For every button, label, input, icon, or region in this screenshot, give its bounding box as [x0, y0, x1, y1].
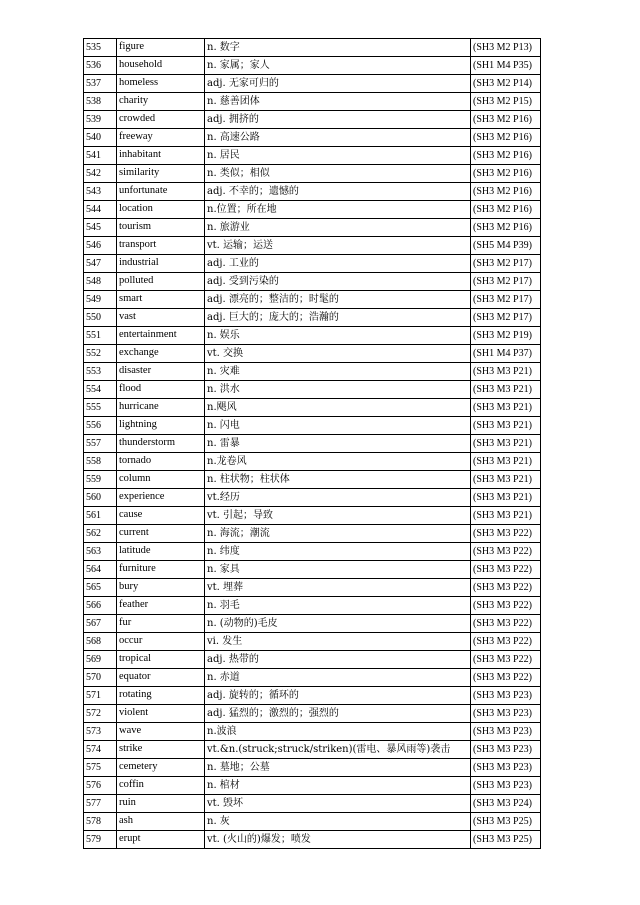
source-cell: (SH3 M3 P22)	[471, 669, 541, 687]
source-cell: (SH3 M2 P16)	[471, 183, 541, 201]
definition-cell: n.龙卷风	[205, 453, 471, 471]
source-cell: (SH3 M3 P22)	[471, 597, 541, 615]
table-row	[84, 813, 541, 831]
row-number-cell: 560	[84, 489, 117, 507]
table-row	[84, 435, 541, 453]
word-cell: crowded	[117, 111, 205, 129]
row-number-cell: 555	[84, 399, 117, 417]
row-number-cell: 556	[84, 417, 117, 435]
definition-cell: vt. 交换	[205, 345, 471, 363]
word-cell: tornado	[117, 453, 205, 471]
definition-cell: adj. 无家可归的	[205, 75, 471, 93]
definition-cell: n. 海流；潮流	[205, 525, 471, 543]
word-cell: ash	[117, 813, 205, 831]
definition-cell: adj. 不幸的；遗憾的	[205, 183, 471, 201]
table-row	[84, 669, 541, 687]
source-cell: (SH3 M2 P16)	[471, 165, 541, 183]
word-cell: unfortunate	[117, 183, 205, 201]
row-number-cell: 570	[84, 669, 117, 687]
row-number-cell: 536	[84, 57, 117, 75]
table-row	[84, 777, 541, 795]
row-number-cell: 535	[84, 39, 117, 57]
definition-cell: vt. 埋葬	[205, 579, 471, 597]
row-number-cell: 552	[84, 345, 117, 363]
definition-cell: n. 娱乐	[205, 327, 471, 345]
source-cell: (SH3 M3 P21)	[471, 489, 541, 507]
row-number-cell: 543	[84, 183, 117, 201]
word-cell: entertainment	[117, 327, 205, 345]
row-number-cell: 537	[84, 75, 117, 93]
definition-cell: adj. 拥挤的	[205, 111, 471, 129]
row-number-cell: 542	[84, 165, 117, 183]
row-number-cell: 554	[84, 381, 117, 399]
table-row	[84, 363, 541, 381]
table-row	[84, 831, 541, 849]
definition-cell: n. 灰	[205, 813, 471, 831]
source-cell: (SH3 M2 P13)	[471, 39, 541, 57]
source-cell: (SH3 M2 P16)	[471, 219, 541, 237]
definition-cell: adj. 巨大的；庞大的；浩瀚的	[205, 309, 471, 327]
source-cell: (SH1 M4 P37)	[471, 345, 541, 363]
table-row	[84, 759, 541, 777]
definition-cell: n. 数字	[205, 39, 471, 57]
table-row	[84, 237, 541, 255]
table-row	[84, 183, 541, 201]
table-row	[84, 75, 541, 93]
row-number-cell: 564	[84, 561, 117, 579]
row-number-cell: 566	[84, 597, 117, 615]
table-row	[84, 417, 541, 435]
word-cell: smart	[117, 291, 205, 309]
word-cell: polluted	[117, 273, 205, 291]
row-number-cell: 545	[84, 219, 117, 237]
definition-cell: n.波浪	[205, 723, 471, 741]
word-cell: transport	[117, 237, 205, 255]
definition-cell: n. 柱状物；柱状体	[205, 471, 471, 489]
row-number-cell: 539	[84, 111, 117, 129]
table-row	[84, 309, 541, 327]
table-row	[84, 507, 541, 525]
table-row	[84, 291, 541, 309]
source-cell: (SH3 M3 P21)	[471, 363, 541, 381]
word-cell: experience	[117, 489, 205, 507]
definition-cell: vt.经历	[205, 489, 471, 507]
table-row	[84, 705, 541, 723]
word-cell: bury	[117, 579, 205, 597]
source-cell: (SH3 M2 P19)	[471, 327, 541, 345]
definition-cell: n. 墓地；公墓	[205, 759, 471, 777]
word-cell: hurricane	[117, 399, 205, 417]
source-cell: (SH1 M4 P35)	[471, 57, 541, 75]
source-cell: (SH3 M3 P22)	[471, 633, 541, 651]
table-row	[84, 543, 541, 561]
table-row	[84, 219, 541, 237]
row-number-cell: 565	[84, 579, 117, 597]
table-row	[84, 147, 541, 165]
source-cell: (SH3 M2 P17)	[471, 309, 541, 327]
table-row	[84, 741, 541, 759]
source-cell: (SH3 M3 P23)	[471, 759, 541, 777]
definition-cell: vi. 发生	[205, 633, 471, 651]
word-cell: charity	[117, 93, 205, 111]
source-cell: (SH3 M3 P25)	[471, 831, 541, 849]
source-cell: (SH3 M2 P16)	[471, 111, 541, 129]
row-number-cell: 540	[84, 129, 117, 147]
row-number-cell: 574	[84, 741, 117, 759]
row-number-cell: 577	[84, 795, 117, 813]
table-row	[84, 165, 541, 183]
row-number-cell: 550	[84, 309, 117, 327]
table-row	[84, 453, 541, 471]
word-cell: vast	[117, 309, 205, 327]
word-cell: erupt	[117, 831, 205, 849]
row-number-cell: 567	[84, 615, 117, 633]
table-row	[84, 651, 541, 669]
word-cell: industrial	[117, 255, 205, 273]
row-number-cell: 548	[84, 273, 117, 291]
word-cell: current	[117, 525, 205, 543]
row-number-cell: 561	[84, 507, 117, 525]
definition-cell: vt.&n.(struck;struck/striken)(雷电、暴风雨等)袭击	[205, 741, 471, 759]
table-row	[84, 579, 541, 597]
row-number-cell: 579	[84, 831, 117, 849]
table-row	[84, 687, 541, 705]
word-cell: tourism	[117, 219, 205, 237]
table-row	[84, 471, 541, 489]
table-row	[84, 129, 541, 147]
definition-cell: adj. 猛烈的；激烈的；强烈的	[205, 705, 471, 723]
definition-cell: n. 棺材	[205, 777, 471, 795]
word-cell: fur	[117, 615, 205, 633]
word-cell: latitude	[117, 543, 205, 561]
table-row	[84, 795, 541, 813]
word-cell: furniture	[117, 561, 205, 579]
row-number-cell: 549	[84, 291, 117, 309]
row-number-cell: 538	[84, 93, 117, 111]
word-cell: cause	[117, 507, 205, 525]
source-cell: (SH3 M3 P21)	[471, 417, 541, 435]
definition-cell: adj. 旋转的；循环的	[205, 687, 471, 705]
table-row	[84, 111, 541, 129]
source-cell: (SH3 M3 P25)	[471, 813, 541, 831]
table-row	[84, 255, 541, 273]
row-number-cell: 551	[84, 327, 117, 345]
word-cell: cemetery	[117, 759, 205, 777]
source-cell: (SH5 M4 P39)	[471, 237, 541, 255]
source-cell: (SH3 M3 P22)	[471, 579, 541, 597]
word-cell: column	[117, 471, 205, 489]
definition-cell: n. 旅游业	[205, 219, 471, 237]
word-cell: similarity	[117, 165, 205, 183]
definition-cell: n. 羽毛	[205, 597, 471, 615]
definition-cell: vt. 毁坏	[205, 795, 471, 813]
definition-cell: vt. 引起；导致	[205, 507, 471, 525]
word-cell: flood	[117, 381, 205, 399]
source-cell: (SH3 M2 P17)	[471, 255, 541, 273]
row-number-cell: 563	[84, 543, 117, 561]
source-cell: (SH3 M3 P23)	[471, 687, 541, 705]
definition-cell: n. 高速公路	[205, 129, 471, 147]
row-number-cell: 541	[84, 147, 117, 165]
word-cell: household	[117, 57, 205, 75]
row-number-cell: 575	[84, 759, 117, 777]
definition-cell: n. 家属；家人	[205, 57, 471, 75]
row-number-cell: 573	[84, 723, 117, 741]
source-cell: (SH3 M3 P22)	[471, 543, 541, 561]
table-row	[84, 273, 541, 291]
definition-cell: adj. 受到污染的	[205, 273, 471, 291]
table-row	[84, 561, 541, 579]
table-row	[84, 201, 541, 219]
word-cell: disaster	[117, 363, 205, 381]
table-row	[84, 489, 541, 507]
table-row	[84, 597, 541, 615]
table-row	[84, 633, 541, 651]
row-number-cell: 544	[84, 201, 117, 219]
source-cell: (SH3 M2 P16)	[471, 201, 541, 219]
source-cell: (SH3 M3 P23)	[471, 723, 541, 741]
source-cell: (SH3 M2 P16)	[471, 147, 541, 165]
source-cell: (SH3 M2 P14)	[471, 75, 541, 93]
word-cell: rotating	[117, 687, 205, 705]
word-cell: wave	[117, 723, 205, 741]
word-cell: thunderstorm	[117, 435, 205, 453]
source-cell: (SH3 M2 P17)	[471, 273, 541, 291]
definition-cell: n.飓风	[205, 399, 471, 417]
source-cell: (SH3 M3 P22)	[471, 561, 541, 579]
row-number-cell: 576	[84, 777, 117, 795]
source-cell: (SH3 M2 P16)	[471, 129, 541, 147]
word-cell: location	[117, 201, 205, 219]
definition-cell: n. (动物的)毛皮	[205, 615, 471, 633]
vocabulary-table-body	[84, 39, 541, 849]
table-row	[84, 93, 541, 111]
source-cell: (SH3 M3 P24)	[471, 795, 541, 813]
row-number-cell: 546	[84, 237, 117, 255]
word-cell: exchange	[117, 345, 205, 363]
row-number-cell: 553	[84, 363, 117, 381]
table-row	[84, 525, 541, 543]
table-row	[84, 399, 541, 417]
source-cell: (SH3 M3 P21)	[471, 399, 541, 417]
definition-cell: n. 家具	[205, 561, 471, 579]
word-cell: occur	[117, 633, 205, 651]
table-row	[84, 345, 541, 363]
definition-cell: adj. 热带的	[205, 651, 471, 669]
row-number-cell: 572	[84, 705, 117, 723]
word-cell: ruin	[117, 795, 205, 813]
row-number-cell: 558	[84, 453, 117, 471]
definition-cell: adj. 工业的	[205, 255, 471, 273]
source-cell: (SH3 M3 P21)	[471, 471, 541, 489]
word-cell: coffin	[117, 777, 205, 795]
definition-cell: n. 居民	[205, 147, 471, 165]
definition-cell: vt. (火山的)爆发；喷发	[205, 831, 471, 849]
row-number-cell: 557	[84, 435, 117, 453]
word-cell: feather	[117, 597, 205, 615]
source-cell: (SH3 M3 P21)	[471, 507, 541, 525]
row-number-cell: 571	[84, 687, 117, 705]
table-row	[84, 57, 541, 75]
definition-cell: vt. 运输；运送	[205, 237, 471, 255]
row-number-cell: 569	[84, 651, 117, 669]
row-number-cell: 578	[84, 813, 117, 831]
definition-cell: n.位置；所在地	[205, 201, 471, 219]
word-cell: equator	[117, 669, 205, 687]
table-row	[84, 39, 541, 57]
word-cell: tropical	[117, 651, 205, 669]
source-cell: (SH3 M3 P22)	[471, 525, 541, 543]
source-cell: (SH3 M2 P15)	[471, 93, 541, 111]
source-cell: (SH3 M3 P23)	[471, 741, 541, 759]
word-cell: figure	[117, 39, 205, 57]
word-cell: inhabitant	[117, 147, 205, 165]
source-cell: (SH3 M2 P17)	[471, 291, 541, 309]
row-number-cell: 568	[84, 633, 117, 651]
definition-cell: n. 纬度	[205, 543, 471, 561]
source-cell: (SH3 M3 P21)	[471, 453, 541, 471]
definition-cell: adj. 漂亮的；整洁的；时髦的	[205, 291, 471, 309]
word-cell: freeway	[117, 129, 205, 147]
word-cell: violent	[117, 705, 205, 723]
definition-cell: n. 闪电	[205, 417, 471, 435]
source-cell: (SH3 M3 P21)	[471, 381, 541, 399]
definition-cell: n. 类似；相似	[205, 165, 471, 183]
row-number-cell: 562	[84, 525, 117, 543]
vocabulary-table	[83, 38, 541, 849]
table-row	[84, 327, 541, 345]
definition-cell: n. 雷暴	[205, 435, 471, 453]
source-cell: (SH3 M3 P23)	[471, 777, 541, 795]
source-cell: (SH3 M3 P23)	[471, 705, 541, 723]
source-cell: (SH3 M3 P21)	[471, 435, 541, 453]
definition-cell: n. 赤道	[205, 669, 471, 687]
definition-cell: n. 洪水	[205, 381, 471, 399]
table-row	[84, 381, 541, 399]
definition-cell: n. 慈善团体	[205, 93, 471, 111]
table-row	[84, 723, 541, 741]
word-cell: homeless	[117, 75, 205, 93]
row-number-cell: 547	[84, 255, 117, 273]
definition-cell: n. 灾难	[205, 363, 471, 381]
word-cell: strike	[117, 741, 205, 759]
table-row	[84, 615, 541, 633]
source-cell: (SH3 M3 P22)	[471, 615, 541, 633]
row-number-cell: 559	[84, 471, 117, 489]
source-cell: (SH3 M3 P22)	[471, 651, 541, 669]
word-cell: lightning	[117, 417, 205, 435]
